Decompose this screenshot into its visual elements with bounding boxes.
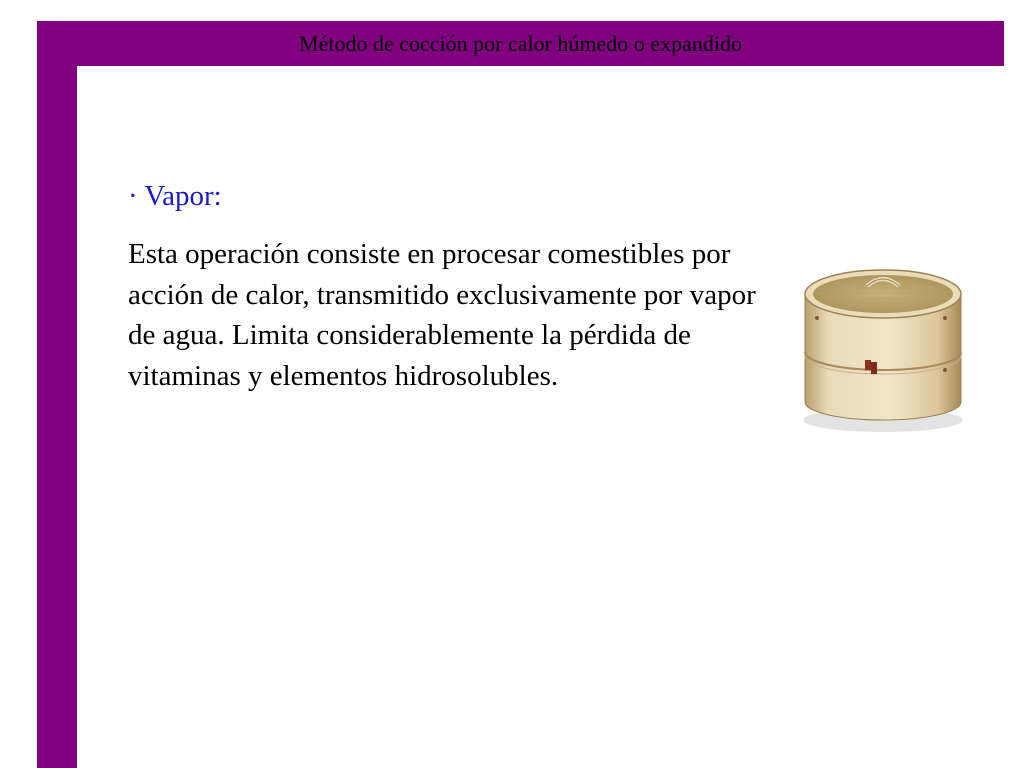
- slide-title: Método de cocción por calor húmedo o expandido: [299, 31, 742, 56]
- body-paragraph: Esta operación consiste en procesar comestibles por acción de calor, transmitido exclusivamente por vapor de agua. Limita considerablemente la pérdida de vitaminas y elementos hidrosolubles.: [128, 238, 756, 392]
- bullet-heading: · Vapor:: [128, 180, 222, 212]
- bamboo-steamer-icon: [795, 252, 970, 437]
- left-accent-bar: [37, 21, 77, 768]
- slide-content: [128, 176, 758, 396]
